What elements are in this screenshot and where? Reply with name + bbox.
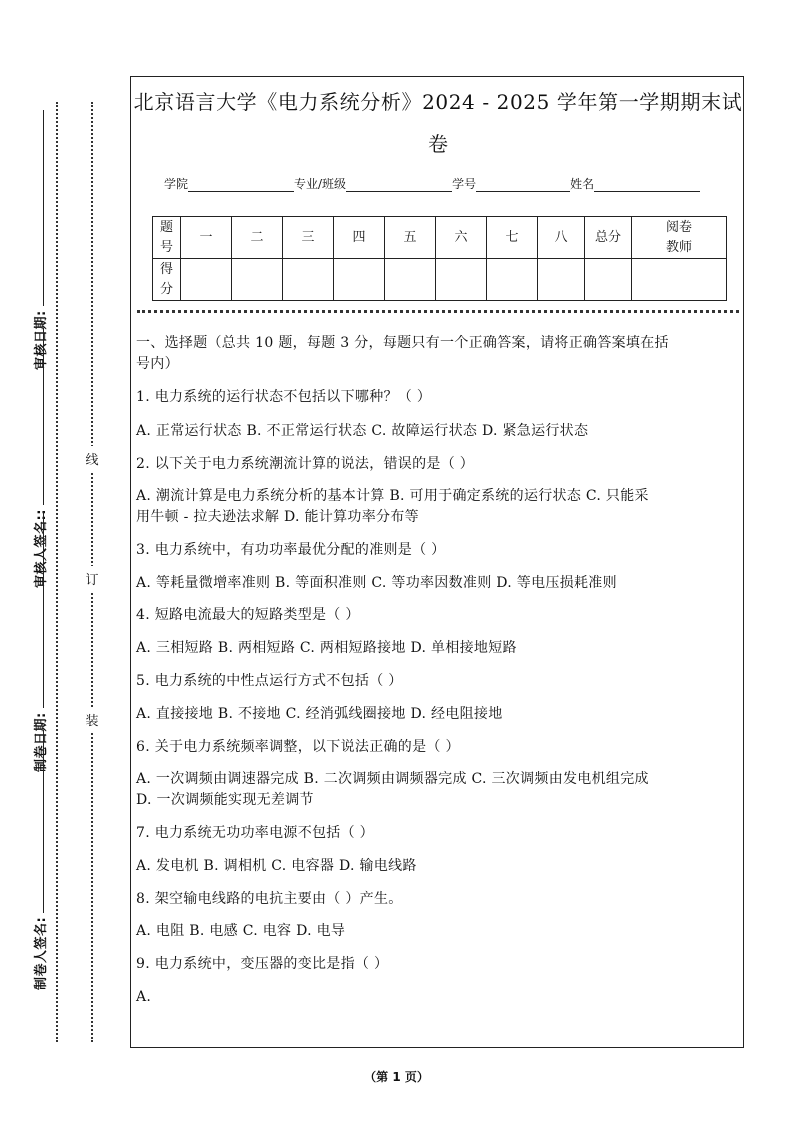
score-header-row	[153, 217, 727, 259]
maker-date-label: 制卷日期:	[33, 712, 49, 772]
question-9-options: A.	[136, 989, 152, 1005]
question-3: 3. 电力系统中，有功功率最优分配的准则是（ ）	[136, 542, 446, 558]
score-table	[152, 216, 727, 301]
question-4: 4. 短路电流最大的短路类型是（ ）	[136, 607, 360, 623]
question-5-options: A. 直接接地 B. 不接地 C. 经消弧线圈接地 D. 经电阻接地	[136, 706, 503, 722]
score-cell-4[interactable]	[334, 259, 385, 301]
exam-frame	[130, 76, 744, 1048]
question-7: 7. 电力系统无功功率电源不包括（ ）	[136, 825, 374, 841]
reviewer-date-line[interactable]	[35, 110, 44, 306]
col-head-3: 三	[283, 217, 334, 259]
score-cell-reviewer[interactable]	[632, 259, 727, 301]
question-6-options: A. 一次调频由调速器完成 B. 二次调频由调频器完成 C. 三次调频由发电机组完成 D. 一次调频能实现无差调节	[136, 771, 649, 808]
question-9: 9. 电力系统中，变压器的变比是指（ ）	[136, 956, 389, 972]
college-label: 学院	[164, 177, 189, 191]
col-head-7: 七	[487, 217, 538, 259]
col-head-5: 五	[385, 217, 436, 259]
binding-mark-zhuang: 装	[85, 707, 99, 732]
question-2: 2. 以下关于电力系统潮流计算的说法，错误的是（ ）	[136, 456, 475, 472]
name-blank[interactable]	[594, 179, 700, 192]
maker-sign-label: 制卷人签名:	[33, 916, 49, 990]
reviewer-head: 阅卷 教师	[632, 217, 727, 259]
reviewer-sign-line[interactable]	[35, 328, 44, 505]
score-cell-total[interactable]	[585, 259, 632, 301]
col-head-1: 一	[181, 217, 232, 259]
student-id-blank[interactable]	[476, 179, 570, 192]
margin-dotted-line-outer	[56, 102, 58, 1042]
question-4-options: A. 三相短路 B. 两相短路 C. 两相短路接地 D. 单相接地短路	[136, 640, 517, 656]
reviewer-date-label: 审核日期:	[33, 310, 49, 370]
question-5: 5. 电力系统的中性点运行方式不包括（ ）	[136, 673, 403, 689]
college-blank[interactable]	[188, 179, 294, 192]
question-1-options: A. 正常运行状态 B. 不正常运行状态 C. 故障运行状态 D. 紧急运行状态	[136, 423, 589, 439]
major-blank[interactable]	[346, 179, 452, 192]
col-head-8: 八	[538, 217, 585, 259]
exam-title-cont: 卷	[428, 132, 448, 156]
question-2-options: A. 潮流计算是电力系统分析的基本计算 B. 可用于确定系统的运行状态 C. 只能采 用牛顿 - 拉夫逊法求解 D. 能计算功率分布等	[136, 488, 649, 525]
score-cell-3[interactable]	[283, 259, 334, 301]
score-cell-8[interactable]	[538, 259, 585, 301]
score-cell-7[interactable]	[487, 259, 538, 301]
question-8-options: A. 电阻 B. 电感 C. 电容 D. 电导	[136, 923, 346, 939]
major-label: 专业/班级	[294, 177, 347, 191]
student-info-row	[164, 175, 700, 192]
col-head-total: 总分	[585, 217, 632, 259]
score-cell-6[interactable]	[436, 259, 487, 301]
question-3-options: A. 等耗量微增率准则 B. 等面积准则 C. 等功率因数准则 D. 等电压损耗准则	[136, 575, 617, 591]
question-1: 1. 电力系统的运行状态不包括以下哪种？（ ）	[136, 389, 432, 405]
binding-mark-ding: 订	[85, 566, 99, 591]
reviewer-sign-label: 审核人签名::	[33, 509, 49, 588]
score-row-head: 得 分	[153, 259, 181, 301]
score-value-row	[153, 259, 727, 301]
section-heading: 一、选择题（总共 10 题，每题 3 分，每题只有一个正确答案，请将正确答案填在括 号内）	[136, 335, 669, 372]
col-head-2: 二	[232, 217, 283, 259]
student-id-label: 学号	[452, 177, 477, 191]
maker-sign-line[interactable]	[35, 730, 44, 913]
maker-date-line[interactable]	[35, 512, 44, 708]
col-head-4: 四	[334, 217, 385, 259]
name-label: 姓名	[570, 177, 595, 191]
question-7-options: A. 发电机 B. 调相机 C. 电容器 D. 输电线路	[136, 858, 417, 874]
binding-mark-xian: 线	[85, 446, 99, 471]
page-number: （第 1 页）	[364, 1070, 429, 1084]
question-8: 8. 架空输电线路的电抗主要由（ ）产生。	[136, 891, 403, 907]
score-cell-5[interactable]	[385, 259, 436, 301]
question-no-head: 题 号	[153, 217, 181, 259]
score-cell-2[interactable]	[232, 259, 283, 301]
maker-sign-field	[31, 730, 47, 990]
dotted-separator	[137, 310, 739, 313]
question-6: 6. 关于电力系统频率调整，以下说法正确的是（ ）	[136, 739, 460, 755]
score-cell-1[interactable]	[181, 259, 232, 301]
col-head-6: 六	[436, 217, 487, 259]
exam-title: 北京语言大学《电力系统分析》2024 - 2025 学年第一学期期末试	[133, 90, 743, 114]
